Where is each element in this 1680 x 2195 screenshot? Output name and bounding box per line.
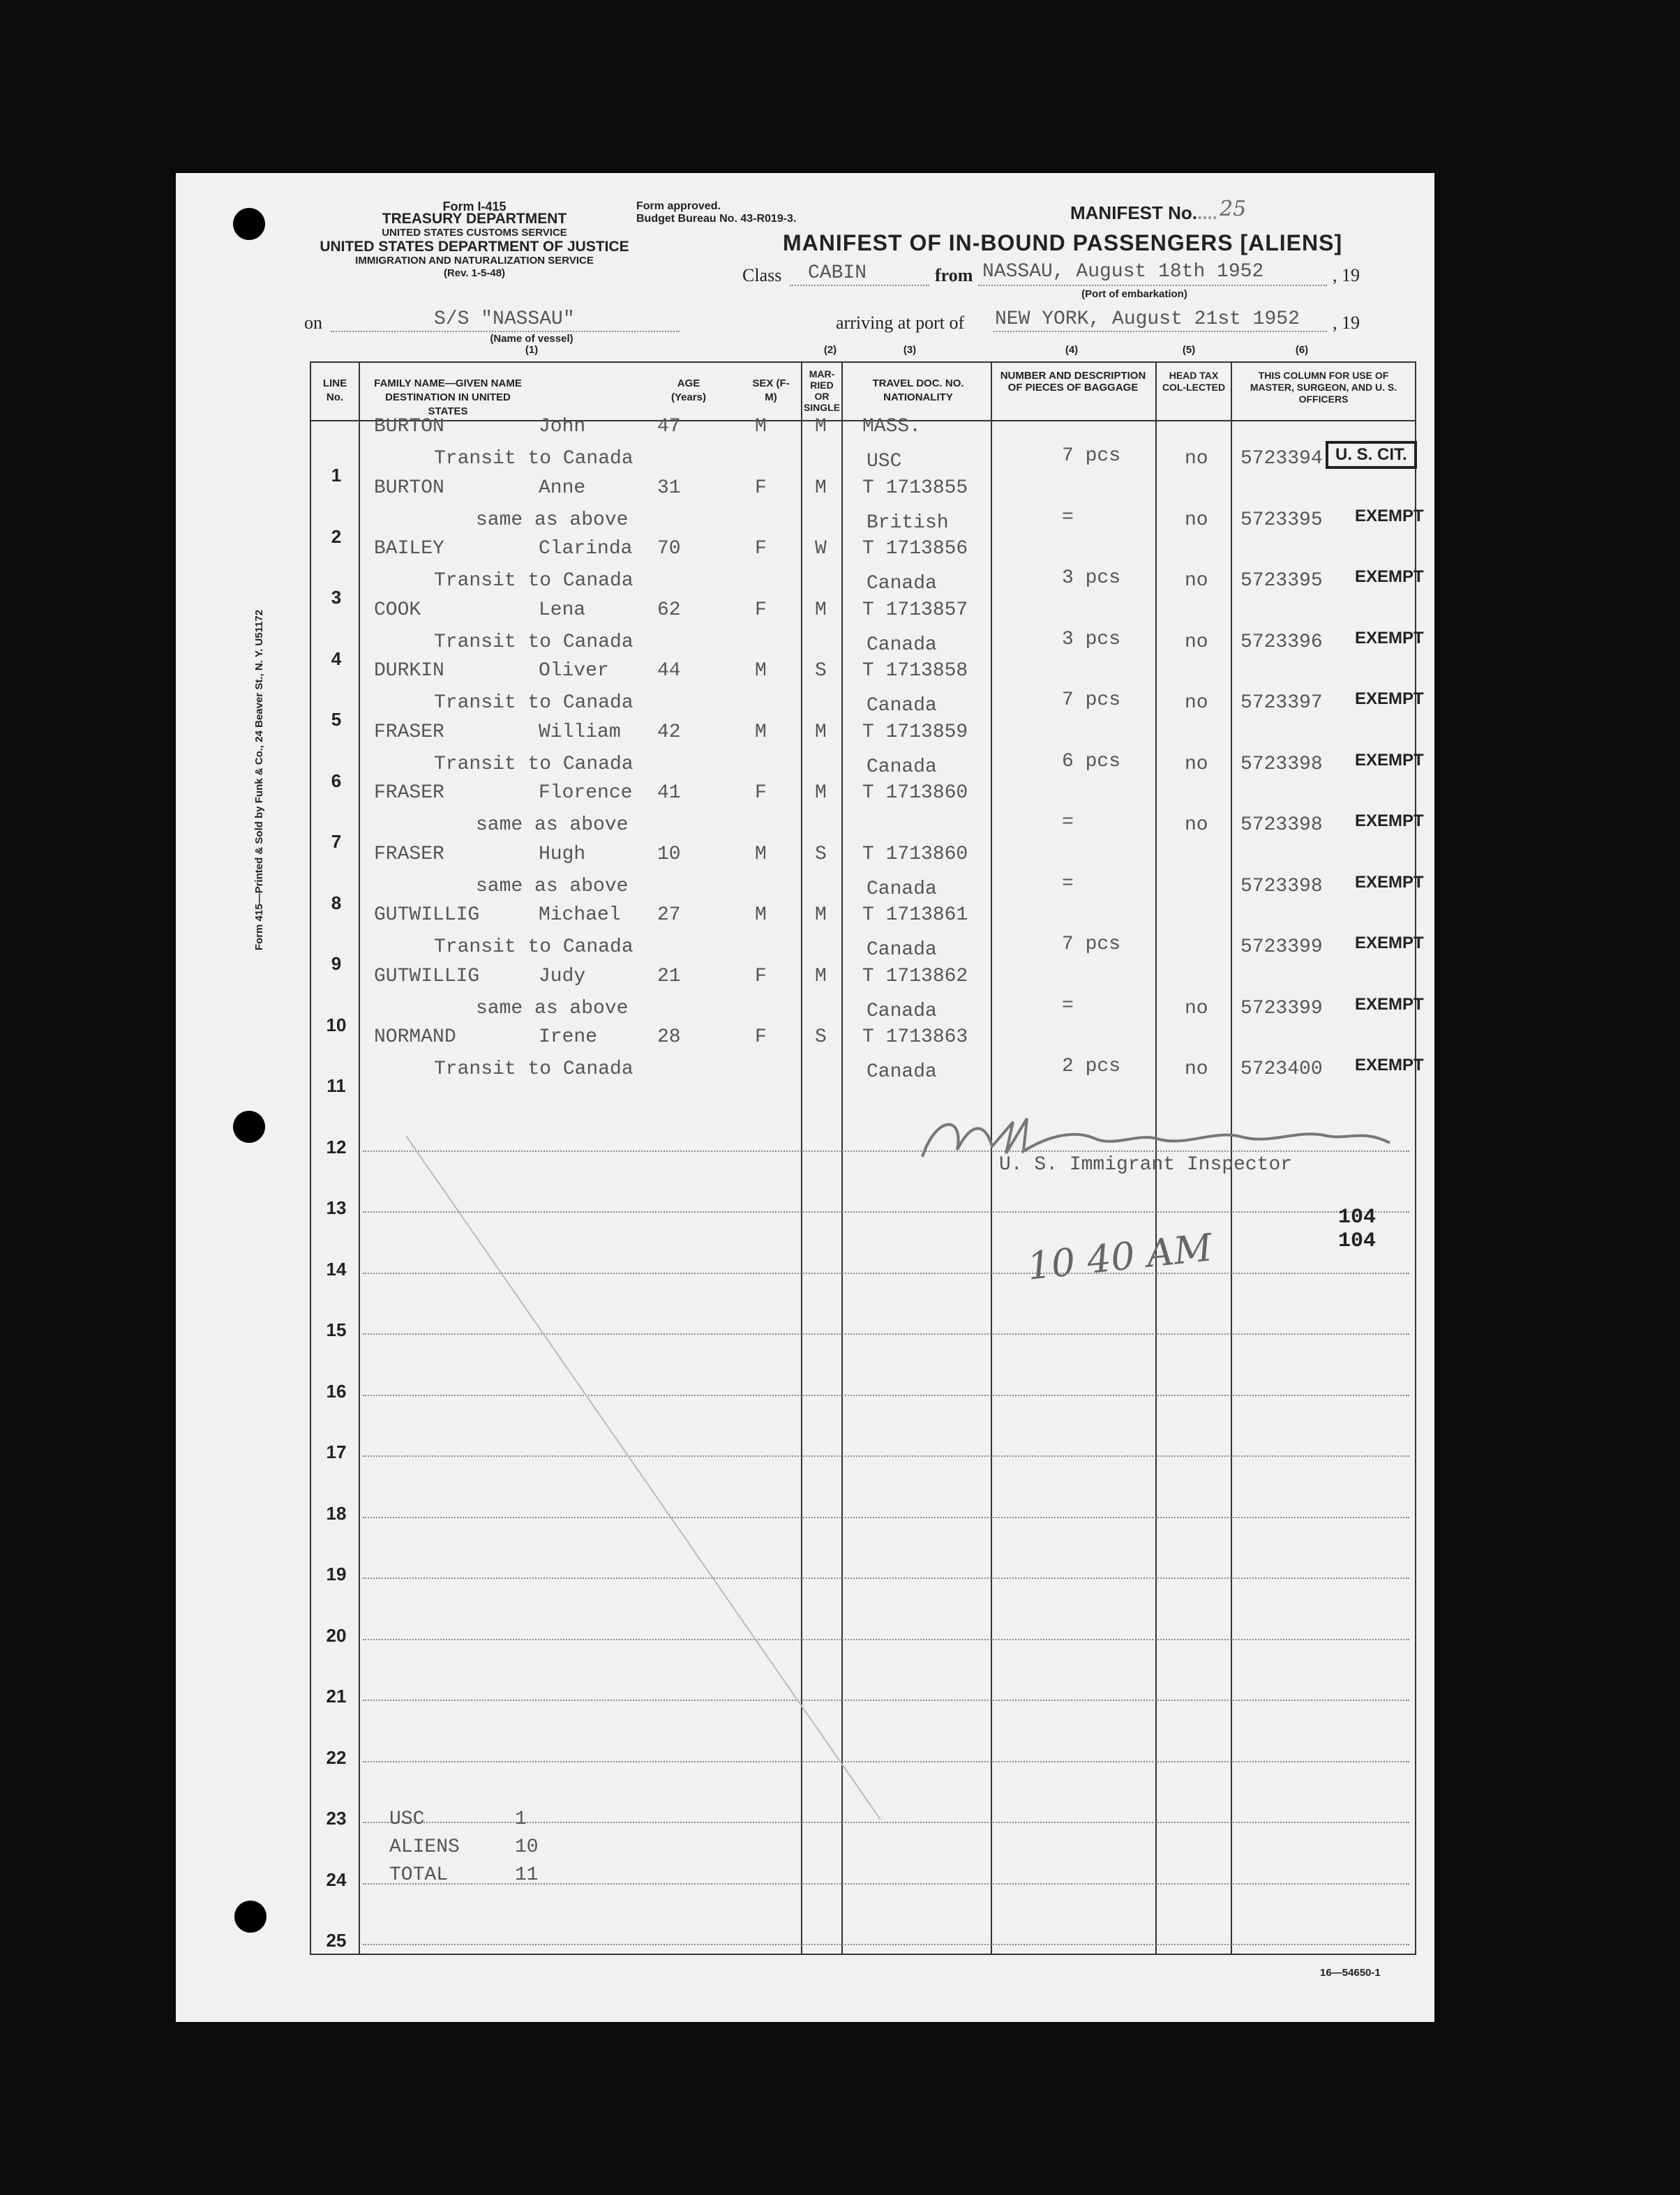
officer-number: 5723398 [1240, 753, 1323, 775]
head-tax: no [1185, 753, 1208, 775]
header-age: AGE (Years) [670, 377, 707, 403]
travel-doc: T 1713856 [862, 538, 968, 560]
dept-treasury: TREASURY DEPARTMENT [382, 211, 567, 227]
marital-status: M [815, 416, 827, 437]
year-suffix-1: , 19 [1333, 265, 1360, 285]
count-bottom: 104 [1338, 1229, 1377, 1253]
travel-doc: T 1713857 [862, 599, 968, 621]
nationality: Canada [867, 695, 937, 717]
line-number: 15 [326, 1319, 347, 1340]
age: 41 [657, 782, 681, 804]
given-name: Clarinda [539, 538, 633, 560]
officer-number: 5723394 [1240, 448, 1323, 470]
baggage: 3 pcs [1062, 567, 1121, 589]
header-name: FAMILY NAME—GIVEN NAME DESTINATION IN UNITED STATES [374, 377, 522, 417]
line-number: 24 [326, 1868, 347, 1890]
line-number: 16 [326, 1380, 347, 1402]
exempt-stamp: EXEMPT [1355, 872, 1424, 892]
class-value: CABIN [808, 262, 867, 284]
line-number: 1 [331, 465, 342, 486]
baggage: 7 pcs [1062, 689, 1121, 711]
line-number: 20 [326, 1624, 347, 1646]
age: 21 [657, 965, 681, 987]
officer-number: 5723396 [1240, 631, 1323, 653]
family-name: NORMAND [374, 1026, 456, 1048]
manifest-number: 25 [1220, 197, 1247, 221]
exempt-stamp: EXEMPT [1355, 994, 1424, 1014]
exempt-stamp: EXEMPT [1355, 750, 1424, 770]
head-tax: no [1185, 448, 1208, 470]
manifest-label: MANIFEST No..... [1070, 202, 1217, 223]
officer-number: 5723399 [1240, 997, 1323, 1019]
header-married: MAR-RIED OR SINGLE [803, 368, 841, 413]
line-number: 23 [326, 1808, 347, 1829]
age: 28 [657, 1026, 681, 1048]
officer-number: 5723395 [1240, 570, 1323, 592]
age: 62 [657, 599, 681, 621]
sex: F [755, 1026, 767, 1048]
nationality: Canada [867, 1061, 937, 1083]
line-number: 5 [331, 709, 342, 730]
line-number: 10 [326, 1014, 347, 1035]
arriving-label: arriving at port of [836, 313, 965, 333]
age: 44 [657, 660, 681, 682]
officer-number: 5723399 [1240, 936, 1323, 958]
line-number: 12 [326, 1136, 347, 1158]
baggage: 6 pcs [1062, 750, 1121, 772]
nationality: Canada [867, 634, 937, 656]
destination: Transit to Canada [434, 570, 633, 592]
officer-number: 5723398 [1240, 875, 1323, 897]
total-aliens-value: 10 [515, 1836, 539, 1858]
family-name: GUTWILLIG [374, 965, 480, 987]
head-tax: no [1185, 997, 1208, 1019]
line-number: 22 [326, 1746, 347, 1768]
sex: F [755, 538, 767, 560]
baggage: = [1062, 994, 1074, 1017]
count-top: 104 [1338, 1206, 1377, 1229]
exempt-stamp: EXEMPT [1355, 689, 1424, 708]
marital-status: M [815, 965, 827, 987]
col-number: (6) [1295, 344, 1309, 356]
marital-status: S [815, 843, 827, 865]
col-number: (3) [903, 344, 917, 356]
line-number: 8 [331, 892, 342, 913]
vessel-name: S/S "NASSAU" [434, 308, 575, 330]
sex: M [755, 416, 767, 437]
dept-ins: IMMIGRATION AND NATURALIZATION SERVICE [355, 255, 594, 267]
marital-status: S [815, 660, 827, 682]
col-number: (5) [1182, 344, 1196, 356]
col-number: (4) [1065, 344, 1079, 356]
us-citizen-stamp: U. S. CIT. [1326, 441, 1417, 469]
given-name: John [539, 416, 586, 437]
head-tax: no [1185, 631, 1208, 653]
diagonal-pencil-line [406, 1136, 894, 1834]
from-label: from [935, 265, 973, 285]
baggage: = [1062, 506, 1074, 528]
baggage: 7 pcs [1062, 934, 1121, 955]
sex: M [755, 904, 767, 926]
form-number: Form I-415 [442, 200, 507, 213]
destination: same as above [476, 509, 629, 531]
baggage: = [1062, 872, 1074, 894]
officer-number: 5723400 [1240, 1058, 1323, 1080]
punch-hole [233, 1111, 265, 1143]
header-officers: THIS COLUMN FOR USE OF MASTER, SURGEON, AND U. S. OFFICERS [1250, 370, 1397, 405]
marital-status: M [815, 721, 827, 743]
age: 47 [657, 416, 681, 437]
line-number: 25 [326, 1930, 347, 1951]
dept-customs: UNITED STATES CUSTOMS SERVICE [382, 227, 567, 239]
total-usc-value: 1 [515, 1808, 527, 1830]
line-number: 2 [331, 525, 342, 547]
head-tax: no [1185, 692, 1208, 714]
nationality: Canada [867, 939, 937, 961]
travel-doc: T 1713861 [862, 904, 968, 926]
head-tax: no [1185, 570, 1208, 592]
on-label: on [304, 313, 322, 333]
total-aliens-label: ALIENS [389, 1836, 460, 1858]
nationality: Canada [867, 878, 937, 900]
destination: Transit to Canada [434, 692, 633, 714]
destination: Transit to Canada [434, 631, 633, 653]
line-number: 7 [331, 831, 342, 852]
family-name: BURTON [374, 416, 444, 437]
line-number: 11 [327, 1075, 346, 1096]
exempt-stamp: EXEMPT [1355, 567, 1424, 586]
sex: F [755, 599, 767, 621]
class-label: Class [742, 265, 782, 285]
travel-doc: T 1713858 [862, 660, 968, 682]
age: 70 [657, 538, 681, 560]
family-name: BURTON [374, 477, 444, 499]
given-name: Michael [539, 904, 621, 926]
travel-doc: MASS. [862, 416, 922, 437]
line-number: 13 [326, 1197, 347, 1218]
destination: Transit to Canada [434, 448, 633, 470]
line-number: 21 [326, 1686, 347, 1707]
year-suffix-2: , 19 [1333, 313, 1360, 333]
form-revision: (Rev. 1-5-48) [443, 267, 506, 279]
given-name: Irene [539, 1026, 598, 1048]
punch-hole [233, 208, 265, 240]
from-value: NASSAU, August 18th 1952 [982, 261, 1264, 283]
exempt-stamp: EXEMPT [1355, 811, 1424, 830]
travel-doc: T 1713859 [862, 721, 968, 743]
line-number: 18 [326, 1502, 347, 1524]
officer-number: 5723398 [1240, 814, 1323, 836]
header-baggage: NUMBER AND DESCRIPTION OF PIECES OF BAGGAGE [1000, 370, 1146, 394]
travel-doc: T 1713855 [862, 477, 968, 499]
marital-status: M [815, 904, 827, 926]
line-number: 9 [331, 953, 342, 974]
marital-status: M [815, 477, 827, 499]
budget-bureau: Budget Bureau No. 43-R019-3. [636, 213, 797, 225]
manifest-sheet [176, 173, 1434, 2022]
line-number: 19 [326, 1564, 347, 1585]
nationality: British [867, 511, 949, 534]
given-name: Lena [539, 599, 586, 621]
marital-status: M [815, 599, 827, 621]
blank-row-line [363, 1944, 1409, 1945]
document-title: MANIFEST OF IN-BOUND PASSENGERS [ALIENS] [783, 230, 1343, 255]
destination: same as above [476, 814, 629, 836]
destination: Transit to Canada [434, 936, 633, 958]
total-label: TOTAL [389, 1864, 449, 1886]
given-name: Florence [539, 782, 633, 804]
age: 42 [657, 721, 681, 743]
line-number: 3 [331, 587, 342, 608]
arrival-value: NEW YORK, August 21st 1952 [995, 308, 1300, 330]
header-travel-doc: TRAVEL DOC. NO. NATIONALITY [872, 377, 964, 403]
age: 10 [657, 843, 681, 865]
header-head-tax: HEAD TAX COL-LECTED [1162, 370, 1226, 393]
dept-justice: UNITED STATES DEPARTMENT OF JUSTICE [320, 239, 629, 255]
exempt-stamp: EXEMPT [1355, 934, 1424, 952]
col-number: (1) [525, 344, 539, 356]
exempt-stamp: EXEMPT [1355, 1056, 1424, 1074]
age: 27 [657, 904, 681, 926]
side-printer-note: Form 415—Printed & Sold by Funk & Co., 24 Beaver St., N. Y. U51172 [253, 609, 265, 951]
head-tax: no [1185, 1058, 1208, 1080]
col-number: (2) [823, 344, 837, 356]
port-embarkation-caption: (Port of embarkation) [1081, 288, 1187, 300]
officer-number: 5723395 [1240, 509, 1323, 531]
header-sex: SEX (F-M) [752, 377, 790, 403]
vessel-caption: (Name of vessel) [490, 333, 573, 345]
line-number: 6 [331, 770, 342, 791]
marital-status: M [815, 782, 827, 804]
head-tax: no [1185, 509, 1208, 531]
head-tax: no [1185, 814, 1208, 836]
given-name: Anne [539, 477, 586, 499]
baggage: 2 pcs [1062, 1056, 1121, 1077]
total-value: 11 [515, 1864, 539, 1886]
header-line-no: LINE No. [322, 377, 347, 403]
baggage: 7 pcs [1062, 445, 1121, 467]
destination: Transit to Canada [434, 1058, 633, 1080]
sex: M [755, 721, 767, 743]
baggage: 3 pcs [1062, 628, 1121, 650]
age: 31 [657, 477, 681, 499]
line-number: 14 [326, 1258, 347, 1280]
given-name: Judy [539, 965, 586, 987]
footer-code: 16—54650-1 [1320, 1967, 1381, 1979]
sex: M [755, 660, 767, 682]
baggage: = [1062, 811, 1074, 833]
travel-doc: T 1713860 [862, 843, 968, 865]
nationality: Canada [867, 756, 937, 778]
family-name: GUTWILLIG [374, 904, 480, 926]
family-name: FRASER [374, 721, 444, 743]
sex: F [755, 965, 767, 987]
exempt-stamp: EXEMPT [1355, 506, 1424, 525]
officer-number: 5723397 [1240, 692, 1323, 714]
family-name: COOK [374, 599, 421, 621]
line-number: 4 [331, 647, 342, 669]
line-number: 17 [326, 1441, 347, 1462]
travel-doc: T 1713862 [862, 965, 968, 987]
nationality: USC [867, 451, 902, 472]
arrival-time: 10 40 AM [1025, 1225, 1215, 1289]
sex: F [755, 477, 767, 499]
sex: M [755, 843, 767, 865]
destination: Transit to Canada [434, 753, 633, 775]
punch-hole [234, 1901, 267, 1933]
family-name: FRASER [374, 782, 444, 804]
inspector-title: U. S. Immigrant Inspector [999, 1154, 1293, 1176]
family-name: BAILEY [374, 538, 444, 560]
family-name: DURKIN [374, 660, 444, 682]
total-usc-label: USC [389, 1808, 425, 1830]
sex: F [755, 782, 767, 804]
given-name: William [539, 721, 621, 743]
destination: same as above [476, 997, 629, 1019]
form-approved: Form approved. [636, 200, 721, 212]
given-name: Oliver [539, 660, 609, 682]
nationality: Canada [867, 1000, 937, 1022]
family-name: FRASER [374, 843, 444, 865]
destination: same as above [476, 875, 629, 897]
marital-status: S [815, 1026, 827, 1048]
given-name: Hugh [539, 843, 586, 865]
marital-status: W [815, 538, 827, 560]
travel-doc: T 1713860 [862, 782, 968, 804]
nationality: Canada [867, 573, 937, 594]
exempt-stamp: EXEMPT [1355, 628, 1424, 647]
travel-doc: T 1713863 [862, 1026, 968, 1048]
